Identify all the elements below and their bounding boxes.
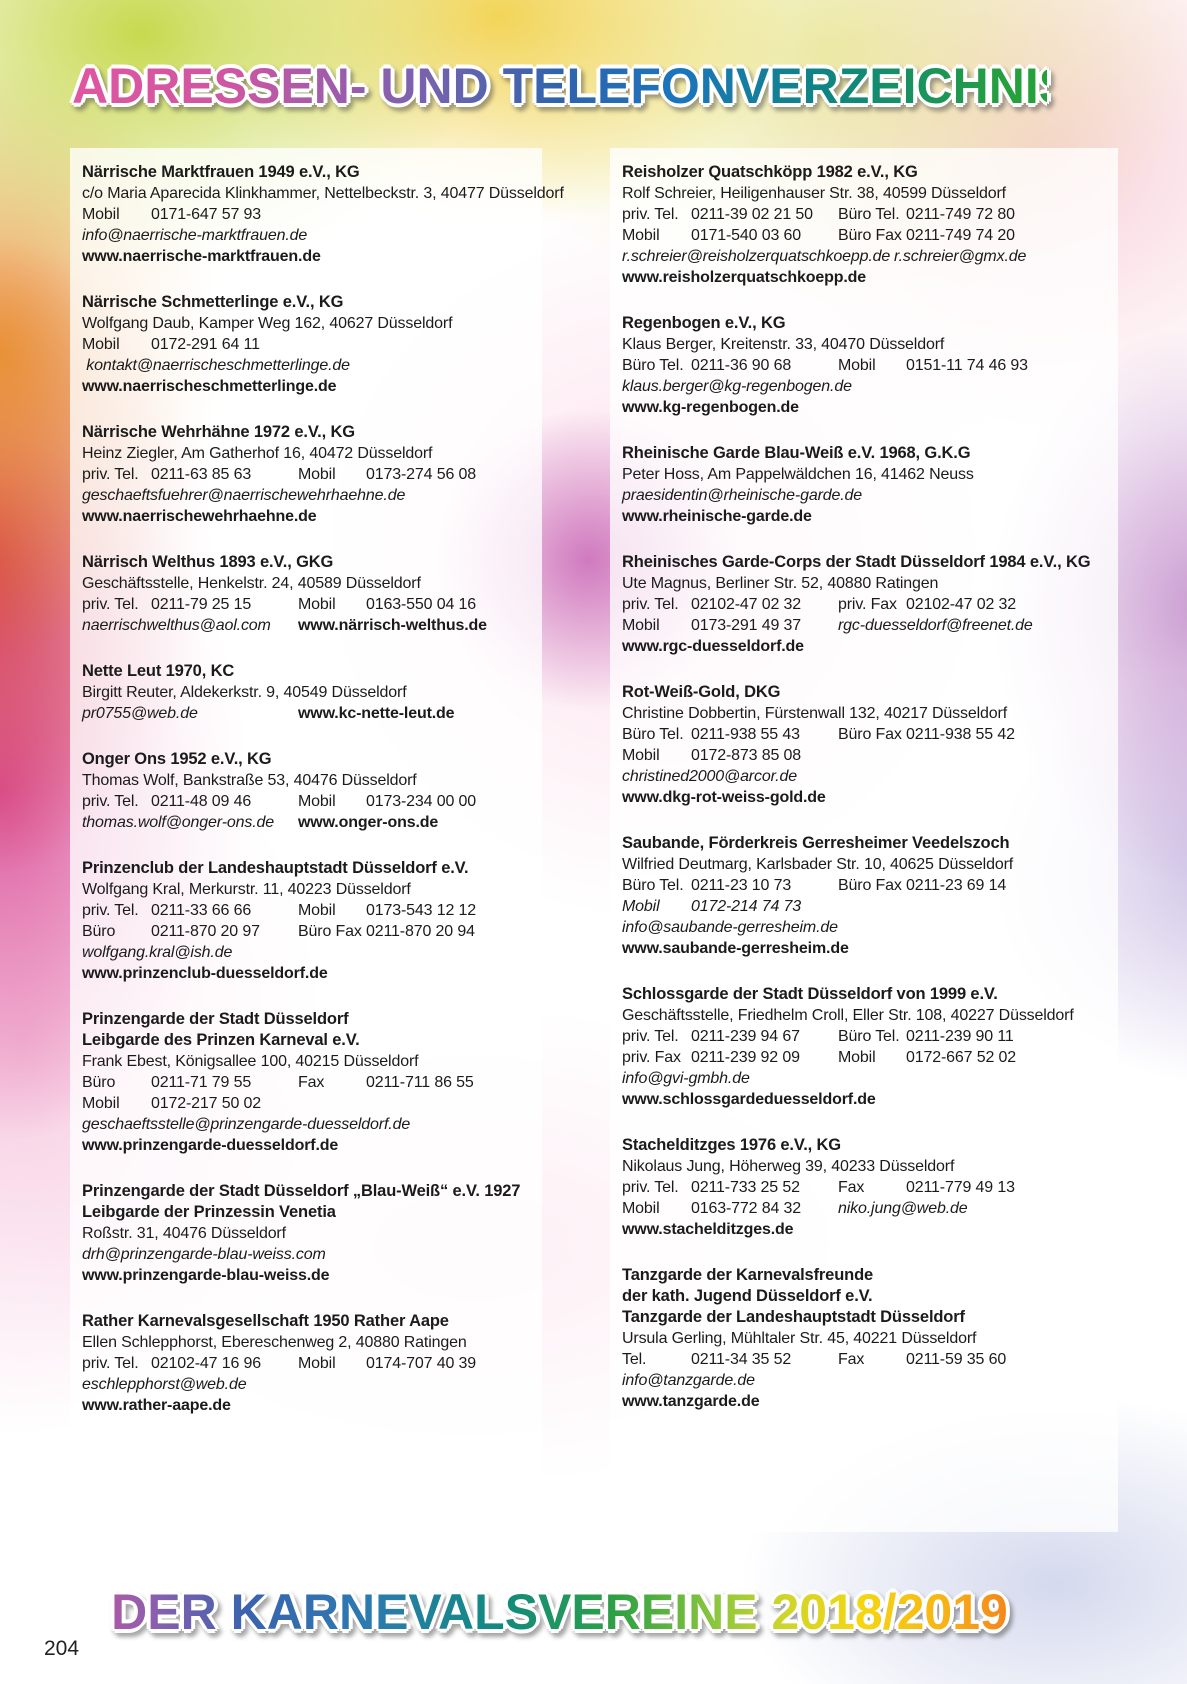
contact-row (82, 703, 530, 724)
club-name: Närrische Schmetterlinge e.V., KG (82, 293, 344, 311)
contact-cell: 0211-938 55 43 (691, 726, 800, 743)
club-name: Prinzenclub der Landeshauptstadt Düsseldorf e.V. (82, 859, 469, 877)
contact-cell: Büro Tel. (622, 877, 684, 894)
club-website: www.saubande-gerresheim.de (622, 940, 849, 957)
contact-row (82, 791, 530, 812)
club-entry (82, 1009, 530, 1156)
contact-row (622, 875, 1106, 896)
contact-cell: 0211-59 35 60 (906, 1351, 1007, 1368)
club-email: klaus.berger@kg-regenbogen.de (622, 378, 852, 395)
contact-email-cell: Mobil (622, 898, 660, 915)
club-entry (622, 313, 1106, 418)
contact-row (622, 896, 1106, 917)
club-email: info@naerrische-marktfrauen.de (82, 227, 308, 244)
club-entry (82, 422, 530, 527)
contact-cell: 0211-749 72 80 (906, 206, 1015, 223)
left-column (70, 148, 564, 1416)
club-entry (82, 1181, 530, 1286)
contact-cell: 0211-749 74 20 (906, 227, 1015, 244)
club-name: Leibgarde der Prinzessin Venetia (82, 1203, 336, 1221)
contact-cell: priv. Tel. (82, 1355, 139, 1372)
club-address: Wolfgang Kral, Merkurstr. 11, 40223 Düsseldorf (82, 881, 411, 898)
contact-website-cell: www.närrisch-welthus.de (298, 617, 487, 634)
contact-cell: 0173-543 12 12 (366, 902, 477, 919)
contact-cell: 02102-47 16 96 (151, 1355, 262, 1372)
contact-cell: 0173-274 56 08 (366, 466, 477, 483)
club-website: www.rather-aape.de (82, 1397, 231, 1414)
contact-cell: 0211-239 90 11 (906, 1028, 1014, 1045)
club-name: Rather Karnevalsgesellschaft 1950 Rather Aape (82, 1312, 449, 1330)
page-title: ADRESSEN- UND TELEFONVERZEICHNIS (72, 58, 1073, 114)
contact-row (622, 246, 1106, 267)
contact-cell: 0211-71 79 55 (151, 1074, 252, 1091)
contact-cell: Mobil (82, 206, 120, 223)
club-entry (82, 749, 530, 833)
right-column-panel (610, 148, 1118, 1532)
contact-cell: Büro Fax (838, 877, 902, 894)
contact-row (622, 594, 1106, 615)
contact-cell: priv. Fax (838, 596, 897, 613)
contact-cell: 0211-239 92 09 (691, 1049, 800, 1066)
contact-row (82, 204, 530, 225)
contact-email-cell: 0172-214 74 73 (691, 898, 802, 915)
contact-cell: 0211-48 09 46 (151, 793, 252, 810)
contact-cell: 0172-873 85 08 (691, 747, 802, 764)
club-email: kontakt@naerrischeschmetterlinge.de (82, 357, 350, 374)
club-website: www.rheinische-garde.de (622, 508, 812, 525)
contact-row (622, 1349, 1106, 1370)
contact-row (82, 615, 530, 636)
contact-cell: 0211-39 02 21 50 (691, 206, 813, 223)
club-email: praesidentin@rheinische-garde.de (622, 487, 863, 504)
club-email: christined2000@arcor.de (622, 768, 797, 785)
contact-cell: 0211-938 55 42 (906, 726, 1015, 743)
club-address: Ute Magnus, Berliner Str. 52, 40880 Ratingen (622, 575, 939, 592)
contact-cell: 0211-79 25 15 (151, 596, 252, 613)
contact-cell: Mobil (298, 1355, 336, 1372)
club-entry (622, 1135, 1106, 1240)
contact-cell: Mobil (622, 227, 660, 244)
contact-cell: Mobil (838, 357, 876, 374)
club-address: Geschäftsstelle, Henkelstr. 24, 40589 Düsseldorf (82, 575, 421, 592)
club-website: www.stachelditzges.de (622, 1221, 794, 1238)
contact-cell: 0172-217 50 02 (151, 1095, 262, 1112)
club-name: Prinzengarde der Stadt Düsseldorf (82, 1010, 349, 1028)
contact-cell: 02102-47 02 32 (691, 596, 802, 613)
contact-row (82, 594, 530, 615)
club-address: Geschäftsstelle, Friedhelm Croll, Eller Str. 108, 40227 Düsseldorf (622, 1007, 1074, 1024)
club-name: Leibgarde des Prinzen Karneval e.V. (82, 1031, 360, 1049)
contact-cell: priv. Fax (622, 1049, 681, 1066)
left-column-panel (70, 148, 564, 1532)
club-email: eschlepphorst@web.de (82, 1376, 247, 1393)
contact-cell: Tel. (622, 1351, 647, 1368)
club-email: geschaeftsfuehrer@naerrischewehrhaehne.de (82, 487, 406, 504)
club-entry (622, 984, 1106, 1110)
club-name: der kath. Jugend Düsseldorf e.V. (622, 1287, 873, 1305)
contact-cell: 0211-23 69 14 (906, 877, 1007, 894)
contact-cell: priv. Tel. (622, 596, 679, 613)
contact-cell: Fax (838, 1179, 865, 1196)
club-name: Regenbogen e.V., KG (622, 314, 786, 332)
contact-cell: Büro Fax (298, 923, 362, 940)
club-name: Rheinische Garde Blau-Weiß e.V. 1968, G.K.G (622, 444, 971, 462)
contact-cell: 0211-33 66 66 (151, 902, 252, 919)
club-address: Wilfried Deutmarg, Karlsbader Str. 10, 40625 Düsseldorf (622, 856, 1014, 873)
contact-cell: Mobil (298, 596, 336, 613)
contact-cell: 0171-647 57 93 (151, 206, 262, 223)
club-entry (622, 552, 1106, 657)
contact-cell: Büro Fax (838, 227, 902, 244)
club-entry (622, 162, 1106, 288)
club-address: Roßstr. 31, 40476 Düsseldorf (82, 1225, 286, 1242)
contact-cell: 0211-870 20 97 (151, 923, 260, 940)
contact-cell: Büro Tel. (838, 1028, 900, 1045)
contact-cell: Mobil (838, 1049, 876, 1066)
contact-row (82, 921, 530, 942)
contact-row (82, 1093, 530, 1114)
club-address: Peter Hoss, Am Pappelwäldchen 16, 41462 Neuss (622, 466, 974, 483)
club-email: wolfgang.kral@ish.de (82, 944, 233, 961)
contact-cell: Mobil (82, 1095, 120, 1112)
contact-row (82, 334, 530, 355)
club-email: geschaeftsstelle@prinzengarde-duesseldorf.de (82, 1116, 411, 1133)
contact-cell: 0211-23 10 73 (691, 877, 792, 894)
club-email: info@saubande-gerresheim.de (622, 919, 838, 936)
contact-email-cell: thomas.wolf@onger-ons.de (82, 814, 275, 831)
club-entry (82, 552, 530, 636)
contact-email-cell: r.schreier@reisholzerquatschkoepp.de (622, 248, 891, 265)
contact-cell: 0211-36 90 68 (691, 357, 792, 374)
club-website: www.rgc-duesseldorf.de (622, 638, 804, 655)
contact-cell: 02102-47 02 32 (906, 596, 1017, 613)
club-website: www.prinzengarde-blau-weiss.de (82, 1267, 330, 1284)
contact-cell: Büro (82, 1074, 116, 1091)
contact-row (622, 204, 1106, 225)
contact-cell: priv. Tel. (82, 902, 139, 919)
contact-website-cell: www.onger-ons.de (298, 814, 439, 831)
contact-row (82, 900, 530, 921)
club-name: Rot-Weiß-Gold, DKG (622, 683, 781, 701)
page-number: 204 (44, 1637, 80, 1660)
contact-row (622, 1198, 1106, 1219)
club-website: www.kg-regenbogen.de (622, 399, 799, 416)
club-entry (622, 443, 1106, 527)
contact-cell: priv. Tel. (82, 466, 139, 483)
contact-row (82, 812, 530, 833)
contact-email-cell: r.schreier@gmx.de (894, 248, 1027, 265)
contact-row (622, 615, 1106, 636)
club-website: www.naerrischewehrhaehne.de (82, 508, 317, 525)
club-entry (82, 292, 530, 397)
club-entry (82, 1311, 530, 1416)
club-address: Ellen Schlepphorst, Ebereschenweg 2, 40880 Ratingen (82, 1334, 467, 1351)
club-address: Heinz Ziegler, Am Gatherhof 16, 40472 Düsseldorf (82, 445, 433, 462)
club-website: www.reisholzerquatschkoepp.de (622, 269, 867, 286)
club-entry (82, 162, 564, 267)
contact-cell: Büro Tel. (622, 357, 684, 374)
contact-cell: 0174-707 40 39 (366, 1355, 477, 1372)
contact-row (622, 745, 1106, 766)
club-entry (622, 682, 1106, 808)
club-entry (622, 1265, 1106, 1412)
club-address: Ursula Gerling, Mühltaler Str. 45, 40221 Düsseldorf (622, 1330, 977, 1347)
contact-cell: 0211-733 25 52 (691, 1179, 800, 1196)
contact-cell: Fax (298, 1074, 325, 1091)
contact-row (622, 355, 1106, 376)
contact-cell: 0163-772 84 32 (691, 1200, 802, 1217)
contact-cell: priv. Tel. (622, 1179, 679, 1196)
club-website: www.dkg-rot-weiss-gold.de (622, 789, 826, 806)
club-name: Prinzengarde der Stadt Düsseldorf „Blau-Weiß“ e.V. 1927 (82, 1182, 521, 1200)
contact-cell: 0151-11 74 46 93 (906, 357, 1028, 374)
contact-email-cell: niko.jung@web.de (838, 1200, 968, 1217)
club-name: Närrische Wehrhähne 1972 e.V., KG (82, 423, 355, 441)
contact-cell: Mobil (298, 902, 336, 919)
contact-row (82, 1353, 530, 1374)
club-address: Christine Dobbertin, Fürstenwall 132, 40217 Düsseldorf (622, 705, 1007, 722)
contact-cell: Mobil (82, 336, 120, 353)
club-name: Onger Ons 1952 e.V., KG (82, 750, 272, 768)
contact-cell: Büro Tel. (622, 726, 684, 743)
contact-cell: Mobil (298, 466, 336, 483)
club-name: Närrische Marktfrauen 1949 e.V., KG (82, 163, 360, 181)
club-email: info@tanzgarde.de (622, 1372, 755, 1389)
club-name: Rheinisches Garde-Corps der Stadt Düsseldorf 1984 e.V., KG (622, 553, 1091, 571)
contact-row (622, 225, 1106, 246)
contact-email-cell: pr0755@web.de (82, 705, 198, 722)
contact-cell: Mobil (622, 747, 660, 764)
club-entry (622, 833, 1106, 959)
club-name: Närrisch Welthus 1893 e.V., GKG (82, 553, 334, 571)
contact-cell: 0173-291 49 37 (691, 617, 802, 634)
contact-cell: 0211-779 49 13 (906, 1179, 1015, 1196)
footer-title: DER KARNEVALSVEREINE 2018/2019 (72, 1583, 1047, 1641)
contact-cell: Mobil (622, 1200, 660, 1217)
contact-cell: priv. Tel. (622, 206, 679, 223)
contact-cell: Mobil (298, 793, 336, 810)
club-name: Stachelditzges 1976 e.V., KG (622, 1136, 841, 1154)
contact-cell: Büro Fax (838, 726, 902, 743)
club-website: www.naerrische-marktfrauen.de (82, 248, 321, 265)
club-website: www.tanzgarde.de (622, 1393, 760, 1410)
club-address: Frank Ebest, Königsallee 100, 40215 Düsseldorf (82, 1053, 419, 1070)
club-email: drh@prinzengarde-blau-weiss.com (82, 1246, 326, 1263)
club-name: Tanzgarde der Karnevalsfreunde (622, 1266, 874, 1284)
contact-cell: Fax (838, 1351, 865, 1368)
club-website: www.prinzengarde-duesseldorf.de (82, 1137, 339, 1154)
contact-row (82, 1072, 530, 1093)
club-address: Nikolaus Jung, Höherweg 39, 40233 Düsseldorf (622, 1158, 955, 1175)
contact-website-cell: www.kc-nette-leut.de (298, 705, 455, 722)
club-website: www.schlossgardeduesseldorf.de (622, 1091, 876, 1108)
club-address: Birgitt Reuter, Aldekerkstr. 9, 40549 Düsseldorf (82, 684, 407, 701)
contact-cell: 0211-34 35 52 (691, 1351, 792, 1368)
contact-row (622, 1177, 1106, 1198)
club-address: Thomas Wolf, Bankstraße 53, 40476 Düsseldorf (82, 772, 417, 789)
club-website: www.naerrischeschmetterlinge.de (82, 378, 337, 395)
contact-email-cell: rgc-duesseldorf@freenet.de (838, 617, 1033, 634)
contact-cell: 0172-291 64 11 (151, 336, 260, 353)
club-name: Saubande, Förderkreis Gerresheimer Veedelszoch (622, 834, 1010, 852)
contact-row (622, 1047, 1106, 1068)
club-entry (82, 858, 530, 984)
club-name: Schlossgarde der Stadt Düsseldorf von 1999 e.V. (622, 985, 998, 1003)
contact-row (82, 464, 530, 485)
contact-cell: Büro Tel. (838, 206, 900, 223)
contact-cell: 0211-870 20 94 (366, 923, 475, 940)
contact-cell: 0211-711 86 55 (366, 1074, 474, 1091)
club-address: Klaus Berger, Kreitenstr. 33, 40470 Düsseldorf (622, 336, 945, 353)
contact-cell: 0172-667 52 02 (906, 1049, 1017, 1066)
club-name: Tanzgarde der Landeshauptstadt Düsseldorf (622, 1308, 965, 1326)
club-email: info@gvi-gmbh.de (622, 1070, 750, 1087)
club-name: Reisholzer Quatschköpp 1982 e.V., KG (622, 163, 918, 181)
contact-cell: 0211-239 94 67 (691, 1028, 800, 1045)
club-entry (82, 661, 530, 724)
right-column (610, 148, 1118, 1412)
club-address: Wolfgang Daub, Kamper Weg 162, 40627 Düsseldorf (82, 315, 453, 332)
club-address: Rolf Schreier, Heiligenhauser Str. 38, 40599 Düsseldorf (622, 185, 1006, 202)
contact-cell: 0211-63 85 63 (151, 466, 252, 483)
contact-cell: priv. Tel. (82, 596, 139, 613)
contact-cell: 0171-540 03 60 (691, 227, 802, 244)
contact-cell: Büro (82, 923, 116, 940)
contact-row (622, 724, 1106, 745)
contact-cell: 0163-550 04 16 (366, 596, 477, 613)
club-name: Nette Leut 1970, KC (82, 662, 235, 680)
contact-cell: 0173-234 00 00 (366, 793, 477, 810)
club-address: c/o Maria Aparecida Klinkhammer, Nettelbeckstr. 3, 40477 Düsseldorf (82, 185, 564, 202)
contact-cell: priv. Tel. (622, 1028, 679, 1045)
contact-cell: Mobil (622, 617, 660, 634)
contact-cell: priv. Tel. (82, 793, 139, 810)
contact-row (622, 1026, 1106, 1047)
contact-email-cell: naerrischwelthus@aol.com (82, 617, 271, 634)
club-website: www.prinzenclub-duesseldorf.de (82, 965, 328, 982)
